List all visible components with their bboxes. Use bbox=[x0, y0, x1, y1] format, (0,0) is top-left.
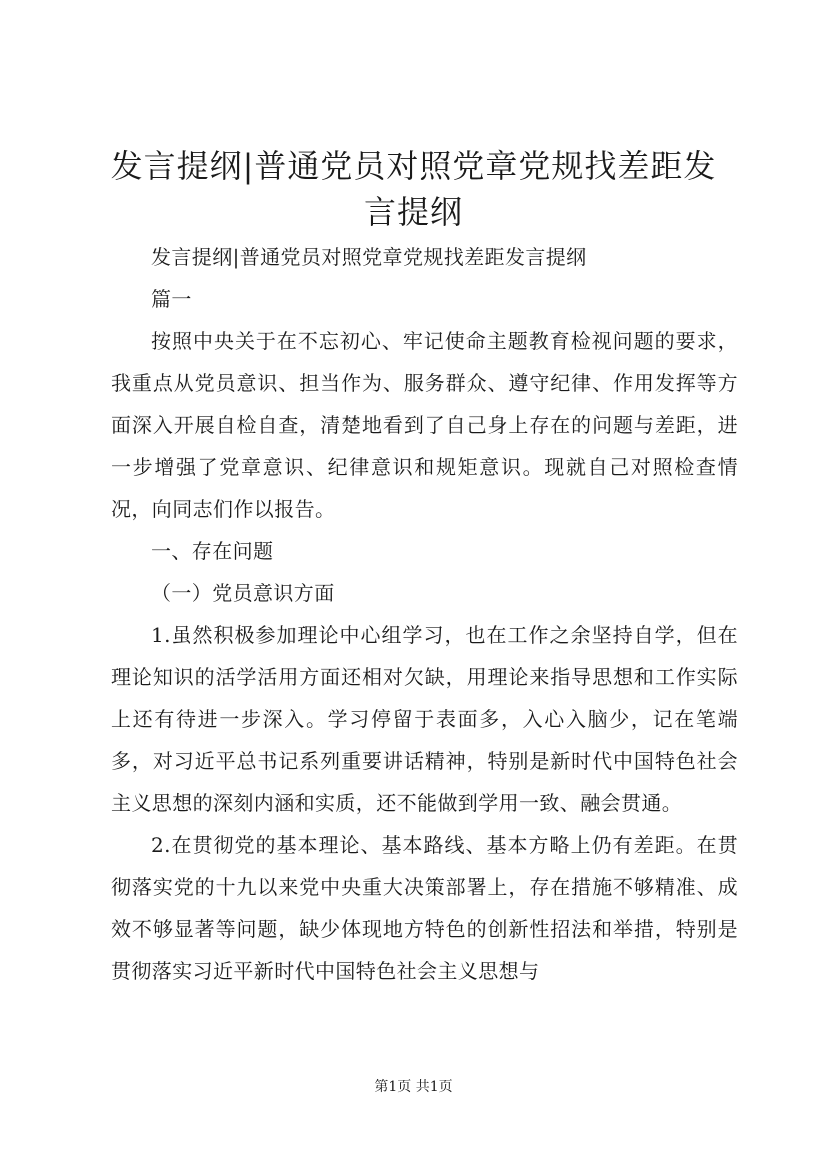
paragraph-intro: 按照中央关于在不忘初心、牢记使命主题教育检视问题的要求，我重点从党员意识、担当作为、服务群众、遵守纪律、作用发挥等方面深入开展自检自查，清楚地看到了自己身上存在的问题与差距，进一步增强了党章意识、纪律意识和规矩意识。现就自己对照检查情况，向同志们作以报告。 bbox=[111, 329, 738, 521]
paragraph-section-label: 篇一 bbox=[151, 287, 192, 311]
paragraph-item-1: 1.虽然积极参加理论中心组学习，也在工作之余坚持自学，但在理论知识的活学活用方面还相对欠缺，用理论来指导思想和工作实际上还有待进一步深入。学习停留于表面多，入心入脑少，记在笔端多，对习近平总书记系列重要讲话精神，特别是新时代中国特色社会主义思想的深刻内涵和实质，还不能做到学用一致、融会贯通。 bbox=[111, 623, 738, 815]
paragraph-item-2: 2.在贯彻党的基本理论、基本路线、基本方略上仍有差距。在贯彻落实党的十九以来党中央重大决策部署上，存在措施不够精准、成效不够显著等问题，缺少体现地方特色的创新性招法和举措，特别是贯彻落实习近平新时代中国特色社会主义思想与 bbox=[111, 833, 738, 983]
document-body bbox=[111, 236, 738, 992]
paragraph-subheading-party-awareness: （一）党员意识方面 bbox=[151, 581, 335, 605]
paragraph-subtitle: 发言提纲|普通党员对照党章党规找差距发言提纲 bbox=[151, 245, 587, 269]
paragraph-heading-problems: 一、存在问题 bbox=[151, 539, 274, 563]
document-title: 发言提纲|普通党员对照党章党规找差距发言提纲 bbox=[110, 147, 717, 231]
page-number-footer: 第1页 共1页 bbox=[374, 1079, 453, 1095]
